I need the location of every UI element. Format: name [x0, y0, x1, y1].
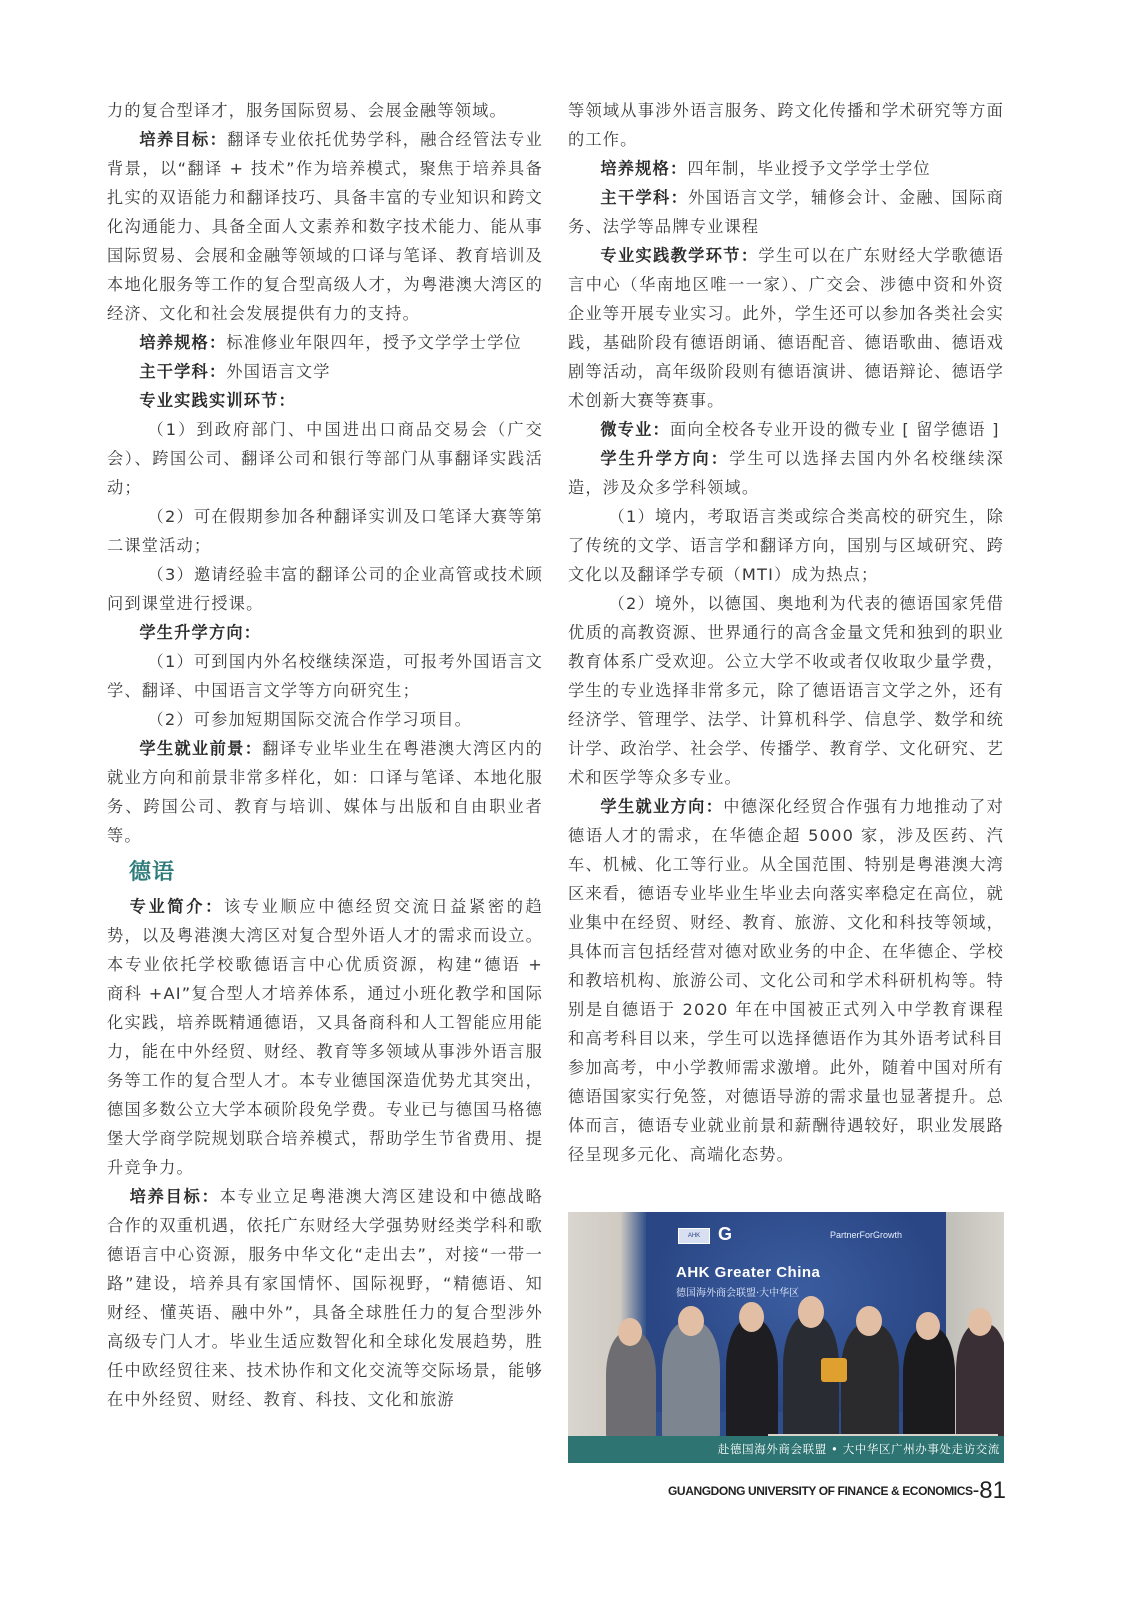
- german-employment: [568, 792, 1004, 1169]
- practice-label: 专业实践教学环节：: [600, 246, 759, 265]
- spec-label: 培养规格：: [600, 159, 688, 178]
- backdrop-title: AHK Greater China: [676, 1264, 821, 1281]
- people-group: [598, 1300, 998, 1440]
- further-heading: [107, 618, 543, 647]
- person-silhouette: [903, 1328, 955, 1440]
- german-practice: [568, 241, 1004, 415]
- person-head: [968, 1308, 992, 1336]
- spec-text: 标准修业年限四年，授予文学学士学位: [226, 333, 522, 352]
- german-goal-tail: 等领域从事涉外语言服务、跨文化传播和学术研究等方面的工作。: [568, 101, 1004, 149]
- university-name: GUANGDONG UNIVERSITY OF FINANCE & ECONOMICS: [668, 1484, 973, 1498]
- further-text: 学生可以选择去国内外名校继续深造，涉及众多学科领域。: [568, 449, 1005, 497]
- person-head: [798, 1296, 824, 1328]
- person-silhouette: [841, 1324, 899, 1440]
- employment-label: 学生就业前景：: [139, 739, 263, 758]
- practice-text: 学生可以在广东财经大学歌德语言中心（华南地区唯一一家）、广交会、涉德中资和外资企业等开展专业实习。此外，学生还可以参加各类社会实践，基础阶段有德语朗诵、德语配音、德语歌曲、德语戏剧等活动，高年级阶段则有德语演讲、德语辩论、德语学术创新大赛等赛事。: [568, 246, 1004, 410]
- subject-text: 外国语言文学，辅修会计、金融、国际商务、法学等品牌专业课程: [568, 188, 1004, 236]
- person-silhouette: [956, 1324, 1004, 1440]
- person-head: [739, 1302, 764, 1332]
- plaque-gift: [821, 1358, 847, 1382]
- person-head: [678, 1306, 704, 1336]
- german-micro: [568, 415, 1004, 444]
- page-number: 81: [979, 1477, 1006, 1504]
- person-head: [618, 1318, 642, 1346]
- translation-subject: [107, 357, 543, 386]
- partner-for-growth-logo: PartnerForGrowth: [830, 1230, 903, 1240]
- practice-heading: [107, 386, 543, 415]
- goal-text: 翻译专业依托优势学科，融合经管法专业背景，以“翻译 + 技术”作为培养模式，聚焦于培养具备扎实的双语能力和翻译技巧、具备丰富的专业知识和跨文化沟通能力、具备全面人文素养和数字技术能力、能从事国际贸易、会展和金融等领域的口译与笔译、教育培训及本地化服务等工作的复合型高级人才，为粤港澳大湾区的经济、文化和社会发展提供有力的支持。: [107, 130, 543, 323]
- translation-spec: [107, 328, 543, 357]
- further-item: （2）境外，以德国、奥地利为代表的德语国家凭借优质的高教资源、世界通行的高含金量文凭和独到的职业教育体系广受欢迎。公立大学不收或者仅收取少量学费，学生的专业选择非常多元，除了德语语言文学之外，还有经济学、管理学、法学、计算机科学、信息学、数学和统计学、政治学、社会学、传播学、教育学、文化研究、艺术和医学等众多专业。: [568, 594, 1004, 787]
- intro-tail: 力的复合型译才，服务国际贸易、会展金融等领域。: [107, 101, 507, 120]
- photo-caption: 赴德国海外商会联盟 • 大中华区广州办事处走访交流: [568, 1436, 1004, 1463]
- practice-item: （2）可在假期参加各种翻译实训及口笔译大赛等第二课堂活动；: [107, 507, 543, 555]
- spec-text: 四年制，毕业授予文学学士学位: [687, 159, 931, 178]
- german-spec: [568, 154, 1004, 183]
- employment-text: 中德深化经贸合作强有力地推动了对德语人才的需求，在华德企超 5000 家，涉及医药、汽车、机械、化工等行业。从全国范围、特别是粤港澳大湾区来看，德语专业毕业生毕业去向落实率稳定在高位，就业集中在经贸、财经、教育、旅游、文化和科技等领域，具体而言包括经营对德对欧业务的中企、在华德企、学校和教培机构、旅游公司、文化公司和学术科研机构等。特别是自德语于 2020 年在中国被正式列入中学教育课程和高考科目以来，学生可以选择德语作为其外语考试科目参加高考，中小学教师需求激增。此外，随着中国对所有德语国家实行免签，对德语导游的需求量也显著提升。总体而言，德语专业就业前景和薪酬待遇较好，职业发展路径呈现多元化、高端化态势。: [568, 797, 1004, 1164]
- person-silhouette: [606, 1332, 656, 1440]
- translation-employment: [107, 734, 543, 850]
- page-footer: [668, 1477, 1006, 1505]
- employment-label: 学生就业方向：: [600, 797, 724, 816]
- employment-text: 翻译专业毕业生在粤港澳大湾区内的就业方向和前景非常多样化，如：口译与笔译、本地化服务、跨国公司、教育与培训、媒体与出版和自由职业者等。: [107, 739, 543, 845]
- german-intro: [107, 892, 543, 1182]
- german-further: [568, 444, 1004, 502]
- german-intro-label: 专业简介：: [129, 897, 224, 916]
- subject-text: 外国语言文学: [226, 362, 331, 381]
- practice-item: （3）邀请经验丰富的翻译公司的企业高管或技术顾问到课堂进行授课。: [107, 565, 543, 613]
- person-silhouette: [726, 1320, 778, 1440]
- backdrop-subtitle: 德国海外商会联盟·大中华区: [676, 1288, 800, 1299]
- person-head: [856, 1306, 882, 1336]
- footer-dash: -: [972, 1479, 980, 1502]
- further-item: （1）可到国内外名校继续深造，可报考外国语言文学、翻译、中国语言文学等方向研究生；: [107, 652, 543, 700]
- further-label: 学生升学方向：: [139, 623, 262, 642]
- group-photo: [568, 1212, 1004, 1462]
- german-goal-label: 培养目标：: [129, 1187, 220, 1206]
- german-goal-text: 本专业立足粤港澳大湾区建设和中德战略合作的双重机遇，依托广东财经大学强势财经类学科和歌德语言中心资源，服务中华文化“走出去”，对接“一带一路”建设，培养具有家国情怀、国际视野，“精德语、知财经、懂英语、融中外”，具备全球胜任力的复合型涉外高级专门人才。毕业生适应数智化和全球化发展趋势，胜任中欧经贸往来、技术协作和文化交流等交际场景，能够在中外经贸、财经、教育、科技、文化和旅游: [107, 1187, 543, 1409]
- micro-label: 微专业：: [600, 420, 670, 439]
- further-label: 学生升学方向：: [600, 449, 730, 468]
- further-item: （2）可参加短期国际交流合作学习项目。: [147, 710, 472, 729]
- g-logo-icon: G: [718, 1224, 733, 1244]
- practice-item: （1）到政府部门、中国进出口商品交易会（广交会）、跨国公司、翻译公司和银行等部门从事翻译实践活动；: [107, 420, 543, 497]
- goal-label: 培养目标：: [139, 130, 228, 149]
- person-silhouette: [662, 1322, 720, 1440]
- micro-text: 面向全校各专业开设的微专业 [ 留学德语 ]: [669, 420, 1000, 439]
- german-intro-text: 该专业顺应中德经贸交流日益紧密的趋势，以及粤港澳大湾区对复合型外语人才的需求而设立。本专业依托学校歌德语言中心优质资源，构建“德语 + 商科 +AI”复合型人才培养体系，通过小班化教学和国际化实践，培养既精通德语，又具备商科和人工智能应用能力，能在中外经贸、财经、教育等多领域从事涉外语言服务等工作的复合型人才。本专业德国深造优势尤其突出，德国多数公立大学本硕阶段免学费。专业已与德国马格德堡大学商学院规划联合培养模式，帮助学生节省费用、提升竞争力。: [107, 897, 544, 1177]
- spec-label: 培养规格：: [139, 333, 227, 352]
- subject-label: 主干学科：: [600, 188, 689, 207]
- german-subject: [568, 183, 1004, 241]
- translation-goal: [107, 125, 543, 328]
- right-column: [568, 96, 1004, 1169]
- practice-label: 专业实践实训环节：: [139, 391, 296, 410]
- german-goal: [107, 1182, 543, 1414]
- further-item: （1）境内，考取语言类或综合类高校的研究生，除了传统的文学、语言学和翻译方向，国别与区域研究、跨文化以及翻译学专硕（MTI）成为热点；: [568, 507, 1004, 584]
- section-heading-german: 德语: [129, 859, 176, 885]
- person-head: [916, 1312, 940, 1340]
- subject-label: 主干学科：: [139, 362, 227, 381]
- ahk-logo-icon: AHK: [678, 1228, 710, 1244]
- left-column: [107, 96, 543, 1414]
